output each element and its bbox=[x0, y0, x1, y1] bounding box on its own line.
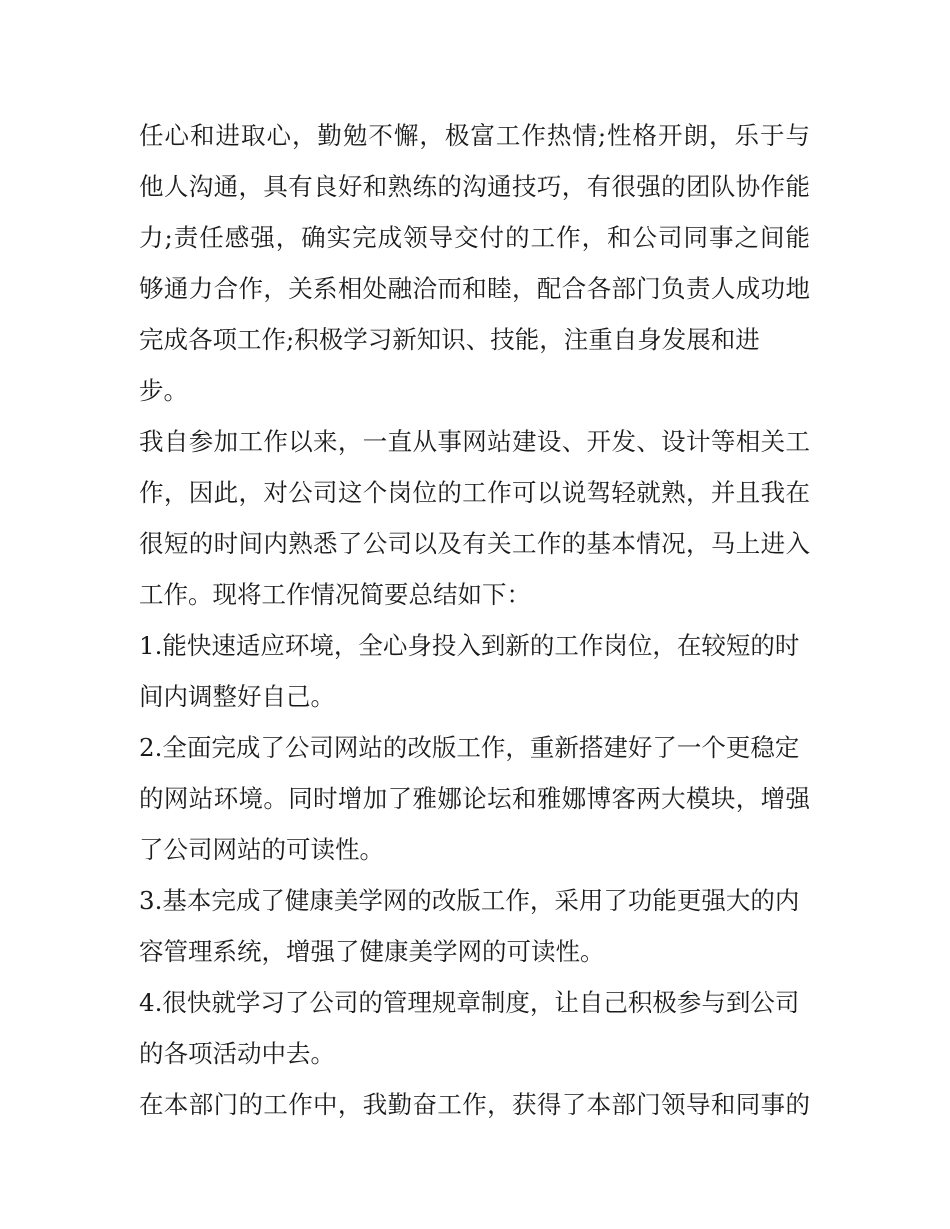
text-line: 力;责任感强，确实完成领导交付的工作，和公司同事之间能 bbox=[139, 223, 810, 252]
text-line: 很短的时间内熟悉了公司以及有关工作的基本情况，马上进入 bbox=[139, 529, 810, 558]
text-line: 4.很快就学习了公司的管理规章制度，让自己积极参与到公司 bbox=[139, 988, 800, 1017]
text-line: 的各项活动中去。 bbox=[139, 1039, 335, 1068]
text-line: 1.能快速适应环境，全心身投入到新的工作岗位，在较短的时 bbox=[139, 631, 800, 660]
text-line: 工作。现将工作情况简要总结如下： bbox=[139, 580, 531, 609]
text-line: 容管理系统，增强了健康美学网的可读性。 bbox=[139, 937, 605, 966]
text-line: 步。 bbox=[139, 376, 188, 405]
text-line: 他人沟通，具有良好和熟练的沟通技巧，有很强的团队协作能 bbox=[139, 172, 810, 201]
text-line: 够通力合作，关系相处融洽而和睦，配合各部门负责人成功地 bbox=[139, 274, 810, 303]
text-line: 完成各项工作;积极学习新知识、技能，注重自身发展和进 bbox=[139, 325, 760, 354]
text-line: 在本部门的工作中，我勤奋工作，获得了本部门领导和同事的 bbox=[139, 1090, 810, 1119]
text-line: 我自参加工作以来，一直从事网站建设、开发、设计等相关工 bbox=[139, 427, 810, 456]
text-line: 了公司网站的可读性。 bbox=[139, 835, 384, 864]
text-line: 间内调整好自己。 bbox=[139, 682, 335, 711]
text-line: 3.基本完成了健康美学网的改版工作，采用了功能更强大的内 bbox=[139, 886, 800, 915]
text-line: 作，因此，对公司这个岗位的工作可以说驾轻就熟，并且我在 bbox=[139, 478, 810, 507]
text-line: 任心和进取心，勤勉不懈，极富工作热情;性格开朗，乐于与 bbox=[139, 121, 810, 150]
text-line: 2.全面完成了公司网站的改版工作，重新搭建好了一个更稳定 bbox=[139, 733, 800, 762]
text-line: 的网站环境。同时增加了雅娜论坛和雅娜博客两大模块，增强 bbox=[139, 784, 810, 813]
